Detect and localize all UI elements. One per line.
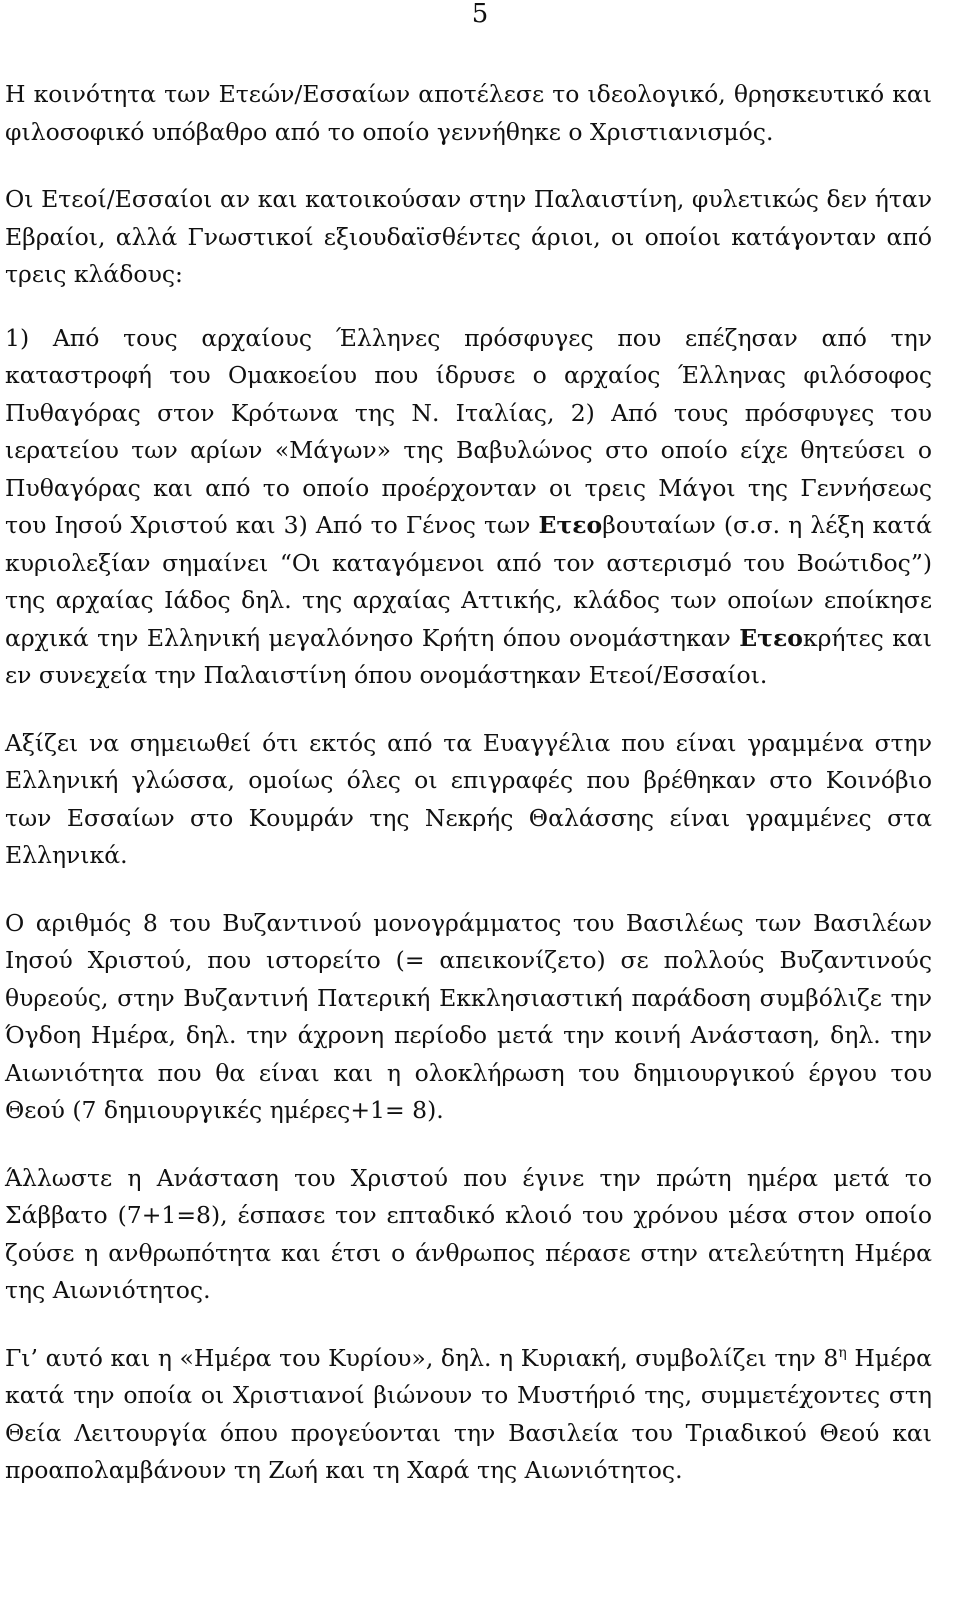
paragraph-greek-inscriptions: Αξίζει να σημειωθεί ότι εκτός από τα Ευαγγέλια που είναι γραμμένα στην Ελληνική γλώσσα, ομοίως όλες οι επιγραφές που βρέθηκαν στο Κοινόβιο των Εσσαίων στο Κουμράν της Νεκρής Θαλάσσης είναι γραμμένες στα Ελληνικά. <box>5 728 932 869</box>
paragraph-essenes-origin: Οι Ετεοί/Εσσαίοι αν και κατοικούσαν στην Παλαιστίνη, φυλετικώς δεν ήταν Εβραίοι, αλλά Γνωστικοί εξιουδαϊσθέντες άριοι, οι οποίοι κατάγονταν από τρεις κλάδους: <box>5 185 932 288</box>
paragraph-essenes-community: Η κοινότητα των Ετεών/Εσσαίων αποτέλεσε το ιδεολογικό, θρησκευτικό και φιλοσοφικό υπόβαθρο από το οποίο γεννήθηκε ο Χριστιανισμός. <box>5 80 932 146</box>
bold-term: Ετεο <box>538 511 603 539</box>
text-segment: Ημέρα κατά την οποία οι Χριστιανοί βιώνουν το Μυστήριό της, συμμετέχοντες στη Θεία Λειτουργία όπου προγεύονται την Βασιλεία του Τριαδικού Θεού και προαπολαμβάνουν τη Ζωή και τη Χαρά της Αιωνιότητος. <box>5 1343 932 1484</box>
paragraph-number-eight: Ο αριθμός 8 του Βυζαντινού μονογράμματος του Βασιλέως των Βασιλέων Ιησού Χριστού, που ιστορείτο (= απεικονίζετο) σε πολλούς Βυζαντινούς θυρεούς, στην Βυζαντινή Πατερική Εκκλησιαστική παράδοση συμβόλιζε την Όγδοη Ημέρα, δηλ. την άχρονη περίοδο μετά την κοινή Ανάσταση, δηλ. την Αιωνιότητα που θα είναι και η ολοκλήρωση του δημιουργικού έργου του Θεού (7 δημιουργικές ημέρες+1= 8). <box>5 908 932 1124</box>
paragraph-resurrection: Άλλωστε η Ανάσταση του Χριστού που έγινε την πρώτη ημέρα μετά το Σάββατο (7+1=8), έσπασε τον επταδικό κλοιό του χρόνου μέσα στον οποίο ζούσε η ανθρωπότητα και έτσι ο άνθρωπος πέρασε στην ατελεύτητη Ημέρα της Αιωνιότητος. <box>5 1163 932 1304</box>
page-number: 5 <box>471 0 489 29</box>
bold-term: Ετεο <box>739 623 803 652</box>
document-body <box>5 76 932 1490</box>
text-segment: βουταίων (σ.σ. η λέξη κατά κυριολεξίαν σημαίνει “Οι καταγόμενοι από τον αστερισμό του Βοώτιδος”) της αρχαίας Ιάδος δηλ. της αρχαίας Αττικής, κλάδος των οποίων εποίκησε αρχικά την Ελληνική μεγαλόνησο Κρήτη όπου ονομάστηκαν <box>5 511 932 652</box>
text-segment: 1) Από τους αρχαίους Έλληνες πρόσφυγες που επέζησαν από την καταστροφή του Ομακοείου που ίδρυσε ο αρχαίος Έλληνας φιλόσοφος Πυθαγόρας στον Κρότωνα της Ν. Ιταλίας, 2) Από τους πρόσφυγες του ιερατείου των αρίων «Μάγων» της Βαβυλώνος στο οποίο είχε θητεύσει ο Πυθαγόρας και από το οποίο προέρχονταν οι τρεις Μάγοι της Γεννήσεως του Ιησού Χριστού και 3) Από το Γένος των <box>5 323 932 539</box>
paragraph-three-branches <box>5 320 932 695</box>
ordinal-superscript: η <box>838 1344 847 1361</box>
paragraph-lords-day <box>5 1340 932 1490</box>
text-segment: κρήτες και εν συνεχεία την Παλαιστίνη όπου ονομάστηκαν Ετεοί/Εσσαίοι. <box>5 623 932 689</box>
text-segment: Γι’ αυτό και η «Ημέρα του Κυρίου», δηλ. η Κυριακή, συμβολίζει την 8 <box>5 1343 839 1372</box>
